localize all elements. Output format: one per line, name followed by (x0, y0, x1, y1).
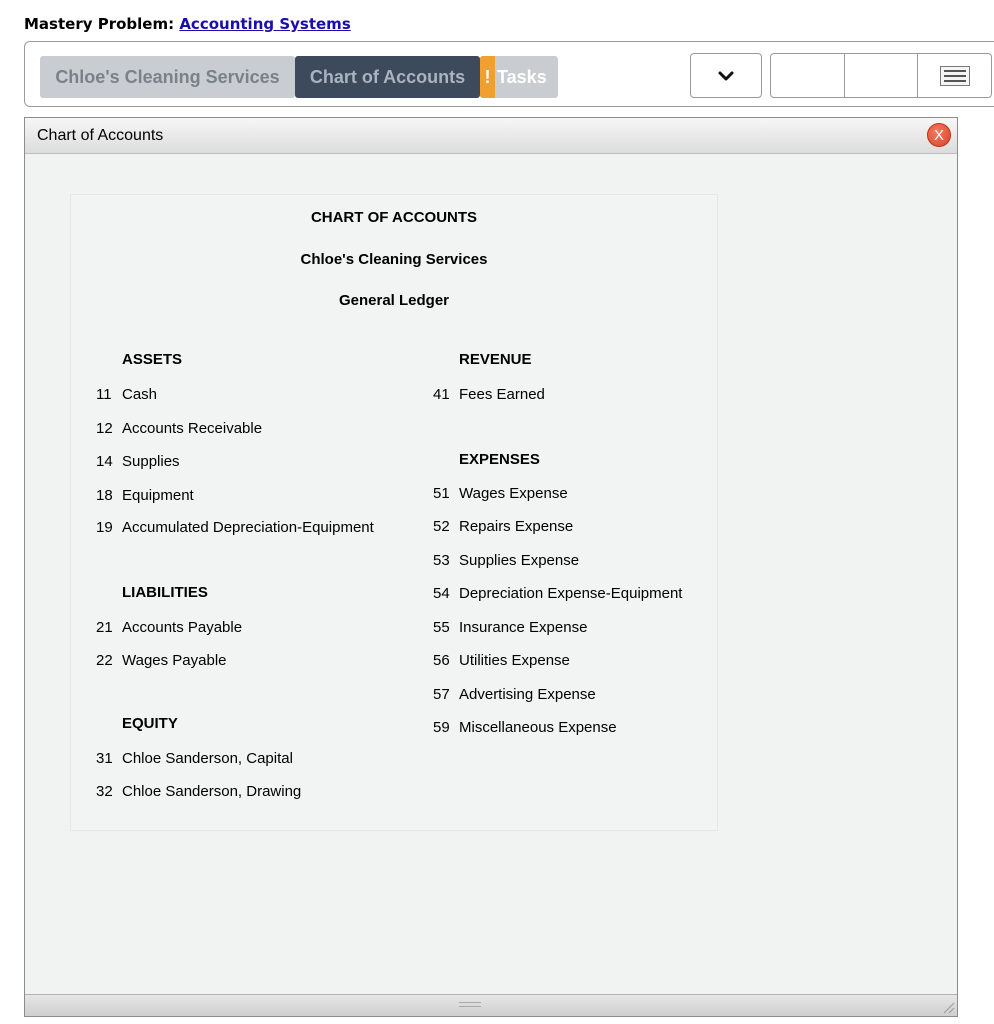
toolbar-button-2[interactable] (845, 54, 919, 97)
tab-chart-of-accounts[interactable]: Chart of Accounts (295, 56, 480, 98)
list-item: 52 Repairs Expense (433, 518, 574, 535)
hamburger-menu-icon (940, 66, 970, 86)
ledger-title: General Ledger (338, 292, 450, 309)
alert-icon: ! (480, 56, 495, 98)
list-item: 21 Accounts Payable (96, 619, 243, 636)
page-title (24, 15, 351, 33)
list-item: 14 Supplies (96, 453, 180, 470)
list-item: 57 Advertising Expense (433, 686, 596, 703)
resize-handle-icon[interactable] (941, 1000, 955, 1014)
list-item: 51 Wages Expense (433, 485, 568, 502)
equity-heading: EQUITY (122, 715, 178, 732)
page-title-prefix: Mastery Problem: (24, 15, 180, 33)
dropdown-button[interactable] (690, 53, 762, 98)
list-item: 19 Accumulated Depreciation-Equipment (96, 519, 374, 536)
list-item: 22 Wages Payable (96, 652, 227, 669)
dialog-title: Chart of Accounts (37, 126, 164, 144)
liabilities-heading: LIABILITIES (122, 584, 208, 601)
list-item: 41 Fees Earned (433, 386, 545, 403)
list-item: 53 Supplies Expense (433, 552, 580, 569)
dialog-title-bar (25, 118, 957, 154)
chart-of-accounts-panel (70, 194, 718, 831)
list-item: 32 Chloe Sanderson, Drawing (96, 783, 302, 800)
list-item: 55 Insurance Expense (433, 619, 588, 636)
list-item: 18 Equipment (96, 487, 194, 504)
list-item: 59 Miscellaneous Expense (433, 719, 617, 736)
dialog-footer (25, 994, 957, 1016)
close-icon[interactable]: X (927, 123, 951, 147)
accounting-systems-link[interactable]: Accounting Systems (179, 15, 351, 33)
chart-title: CHART OF ACCOUNTS (310, 209, 478, 226)
company-name: Chloe's Cleaning Services (300, 251, 488, 268)
list-item: 56 Utilities Expense (433, 652, 570, 669)
assets-heading: ASSETS (122, 351, 183, 368)
revenue-heading: REVENUE (459, 351, 532, 368)
list-item: 12 Accounts Receivable (96, 420, 263, 437)
list-item: 11 Cash (96, 386, 158, 403)
tab-company[interactable]: Chloe's Cleaning Services (40, 56, 295, 98)
chevron-down-icon (718, 70, 734, 82)
list-item: 31 Chloe Sanderson, Capital (96, 750, 293, 767)
chart-of-accounts-dialog (24, 117, 958, 1017)
menu-button[interactable] (918, 54, 991, 97)
tab-tasks[interactable] (480, 56, 558, 98)
tab-tasks-label: Tasks (497, 66, 547, 87)
toolbar-button-group (770, 53, 992, 98)
expenses-heading: EXPENSES (459, 451, 540, 468)
toolbar-button-1[interactable] (771, 54, 845, 97)
drag-grip-icon[interactable] (459, 1002, 481, 1007)
list-item: 54 Depreciation Expense-Equipment (433, 585, 683, 602)
toolbar (24, 41, 994, 107)
